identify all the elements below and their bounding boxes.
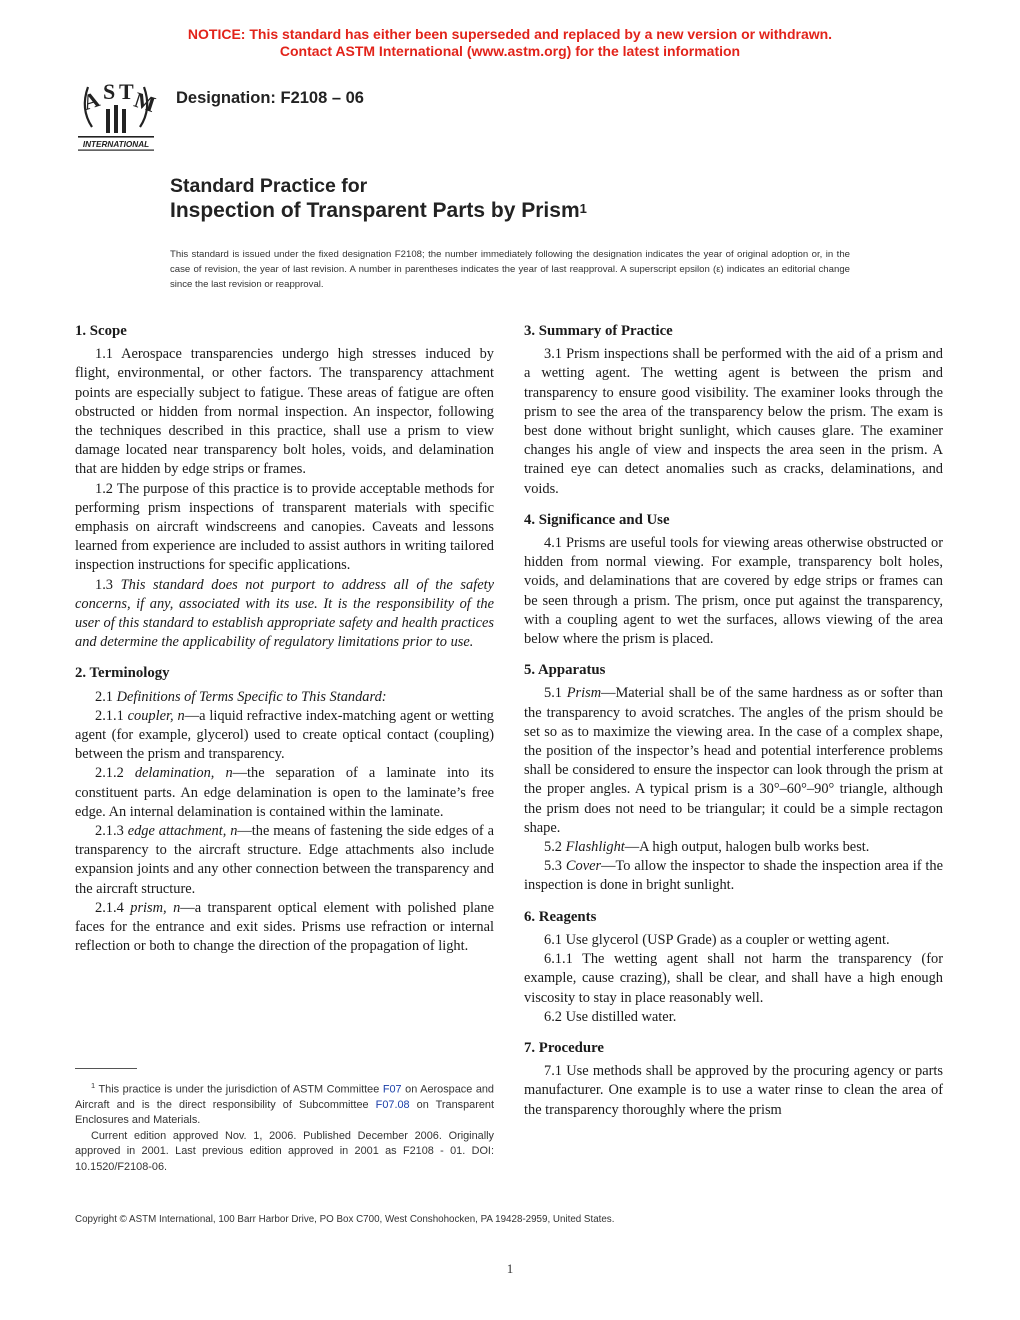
definition-2-1-1-number: 2.1.1 [95, 707, 128, 724]
paragraph-5-1-text: —Material shall be of the same hardness as or softer than the transparency to avoid scratches. The angles of the prism should be set so as to maximize the viewing area. In the case of a complex shape, the position of the inspector’s head and potential interference problems shall be considered to ensure the inspector can look through the prism at the proper angles. A typical prism is a 30°–60°–90° triangle, although the prism does not need to be triangular; it could be a simple rectagon shape. [524, 685, 943, 836]
footnote-1-mark: 1 [91, 1081, 96, 1090]
paragraph-6-1: 6.1 Use glycerol (USP Grade) as a coupler or wetting agent. [544, 931, 890, 948]
notice-line-2: Contact ASTM International (www.astm.org) for the latest information [279, 43, 741, 59]
paragraph-1-2: 1.2 The purpose of this practice is to provide acceptable methods for performing prism inspections of transparent materials with specific emphasis on aircraft windscreens and canopies. Caveats and lessons learned from experience are included to assist authors in writing tailored inspection instructions for specific applications. [75, 480, 494, 574]
definition-2-1-2-text: —the separation of a laminate into its constituent parts. An edge delamination is open to the laminate’s free edge. An internal delamination is contained within the laminate. [75, 765, 494, 820]
definition-2-1-3-text: —the means of fastening the side edges of a transparency to the aircraft structure. Edge attachments also include expansion joints and any other connection between the transparency and the aircraft structure. [75, 823, 494, 897]
paragraph-1-3-number: 1.3 [95, 576, 121, 593]
definition-2-1 [75, 688, 494, 707]
definition-2-1-2 [75, 764, 494, 822]
paragraph-5-1-term: Prism [566, 685, 602, 702]
footnote-2: Current edition approved Nov. 1, 2006. Published December 2006. Originally approved in 2001. Last previous edition approved in 2001 as F2108 - 01. DOI: 10.1520/F2108-06. [75, 1129, 494, 1173]
definition-2-1-2-term: delamination, n [134, 765, 233, 782]
right-column [524, 322, 943, 1120]
svg-text:S: S [103, 79, 116, 104]
document-title [170, 174, 950, 224]
copyright-line: Copyright © ASTM International, 100 Barr Harbor Drive, PO Box C700, West Conshohocken, PA 19428-2959, United States. [75, 1214, 615, 1225]
title-line-1: Standard Practice for [170, 175, 368, 197]
issuance-note: This standard is issued under the fixed designation F2108; the number immediately following the designation indicates the year of original adoption or, in the case of revision, the year of last revision. A number in parentheses indicates the year of last reapproval. A superscript epsilon (ε) indicates an editorial change since the last revision or reapproval. [170, 249, 850, 290]
definition-2-1-number: 2.1 [95, 688, 117, 705]
footnote-1-text-b: on Aerospace and Aircraft and is the direct responsibility of Subcommittee [75, 1083, 494, 1112]
section-heading-apparatus: 5. Apparatus [524, 662, 606, 679]
definition-2-1-text: Definitions of Terms Specific to This Standard: [116, 688, 387, 705]
paragraph-6-1-1: 6.1.1 The wetting agent shall not harm the transparency (for example, cause crazing), shall be clear, and shall have a high enough viscosity to stay in place reasonably well. [524, 951, 943, 1006]
paragraph-5-3-term: Cover [565, 858, 602, 875]
paragraph-5-2-number: 5.2 [544, 839, 566, 856]
paragraph-7-1: 7.1 Use methods shall be approved by the procuring agency or parts manufacturer. One example is to use a water rinse to clean the area of the transparency thoroughly where the prism [524, 1063, 943, 1118]
designation: Designation: F2108 – 06 [176, 89, 364, 107]
definition-2-1-1 [75, 707, 494, 765]
definition-2-1-3-number: 2.1.3 [95, 823, 128, 840]
definition-2-1-1-text: —a liquid refractive index-matching agent or wetting agent (for example, glycerol) used to create optical contact (coupling) between the prism and transparency. [75, 707, 494, 763]
section-heading-summary: 3. Summary of Practice [524, 323, 673, 339]
left-column [75, 322, 494, 957]
paragraph-5-3-text: —To allow the inspector to shade the inspection area if the inspection is done in bright sunlight. [524, 858, 943, 894]
astm-logo-icon [70, 75, 162, 153]
svg-text:T: T [119, 79, 134, 104]
definition-2-1-3-term: edge attachment, n [127, 823, 238, 840]
definition-2-1-2-number: 2.1.2 [95, 765, 135, 782]
definition-2-1-4-term: prism, n [130, 899, 181, 916]
notice-line-1: NOTICE: This standard has either been superseded and replaced by a new version or withdrawn. [187, 26, 833, 42]
paragraph-5-2-term: Flashlight [565, 839, 625, 856]
subcommittee-f07-08-link[interactable]: F07.08 [375, 1099, 410, 1112]
definition-2-1-4-text: —a transparent optical element with polished plane faces for the entrance and exit sides. Prisms use refraction or internal reflection or both to change the direction of the propagation of light. [75, 899, 494, 955]
footnotes [75, 1078, 494, 1175]
svg-text:M: M [131, 86, 159, 118]
section-heading-significance: 4. Significance and Use [524, 511, 670, 528]
section-heading-reagents: 6. Reagents [524, 908, 597, 925]
title-text: Inspection of Transparent Parts by Prism [170, 199, 580, 222]
definition-2-1-3 [75, 822, 494, 899]
paragraph-5-1-number: 5.1 [544, 685, 567, 702]
paragraph-5-2-text: —A high output, halogen bulb works best. [624, 839, 870, 856]
paragraph-1-3 [75, 576, 494, 653]
svg-text:A: A [79, 86, 103, 115]
title-footnote-mark: 1 [579, 201, 587, 216]
definition-2-1-1-term: coupler, n [127, 707, 185, 724]
logo-subtitle: INTERNATIONAL [82, 140, 150, 149]
paragraph-6-2: 6.2 Use distilled water. [544, 1008, 677, 1025]
committee-f07-link[interactable]: F07 [382, 1083, 402, 1096]
paragraph-5-1 [524, 684, 943, 838]
footnote-1-text-c: on Transparent Enclosures and Materials. [75, 1099, 494, 1127]
paragraph-1-3-text: This standard does not purport to address all of the safety concerns, if any, associated with its use. It is the responsibility of the user of this standard to establish appropriate safety and health practices and determine the applicability of regulatory limitations prior to use. [75, 576, 494, 651]
definition-2-1-4-number: 2.1.4 [95, 899, 131, 916]
section-heading-scope: 1. Scope [75, 323, 127, 339]
footnote-1-text-a: This practice is under the jurisdiction of ASTM Committee [95, 1083, 383, 1096]
paragraph-5-3-number: 5.3 [544, 858, 566, 875]
paragraph-4-1: 4.1 Prisms are useful tools for viewing areas otherwise obstructed or hidden from normal viewing. For example, transparency bolt holes, voids, and delaminations that are covered by edge strips or frames can be seen through a prism. The prism, once put against the transparency, with a coupling agent to wet the surfaces, allows viewing of the area below where the prism is placed. [524, 535, 943, 648]
footnote-divider [75, 1068, 137, 1069]
footnote-1 [75, 1078, 494, 1129]
page-number: 1 [506, 1261, 514, 1276]
definition-2-1-4 [75, 899, 494, 957]
section-heading-terminology: 2. Terminology [75, 665, 170, 682]
title-line-2 [170, 198, 950, 224]
paragraph-3-1: 3.1 Prism inspections shall be performed with the aid of a prism and a wetting agent. The wetting agent is between the prism and transparency to ensure good visibility. The examiner looks through the prism to see the area of the transparency below the prism. The exam is best done without bright sunlight, which causes glare. The examiner changes his angle of view and inspects the area seen in the prism. A trained eye can detect anomalies such as cracks, delaminations, and voids. [524, 346, 943, 497]
paragraph-1-1: 1.1 Aerospace transparencies undergo high stresses induced by flight, environmental, or other factors. The transparency attachment points are especially subject to fatigue. These areas of fatigue are often obstructed or hidden from normal inspection. An inspector, following the techniques described in this practice, shall use a prism to view damage located near transparency bolt holes, voids, and delamination that are hidden by edge strips or frames. [75, 346, 494, 478]
paragraph-5-2 [524, 838, 943, 857]
notice-banner [0, 26, 1020, 60]
section-heading-procedure: 7. Procedure [524, 1039, 604, 1056]
paragraph-5-3 [524, 857, 943, 895]
